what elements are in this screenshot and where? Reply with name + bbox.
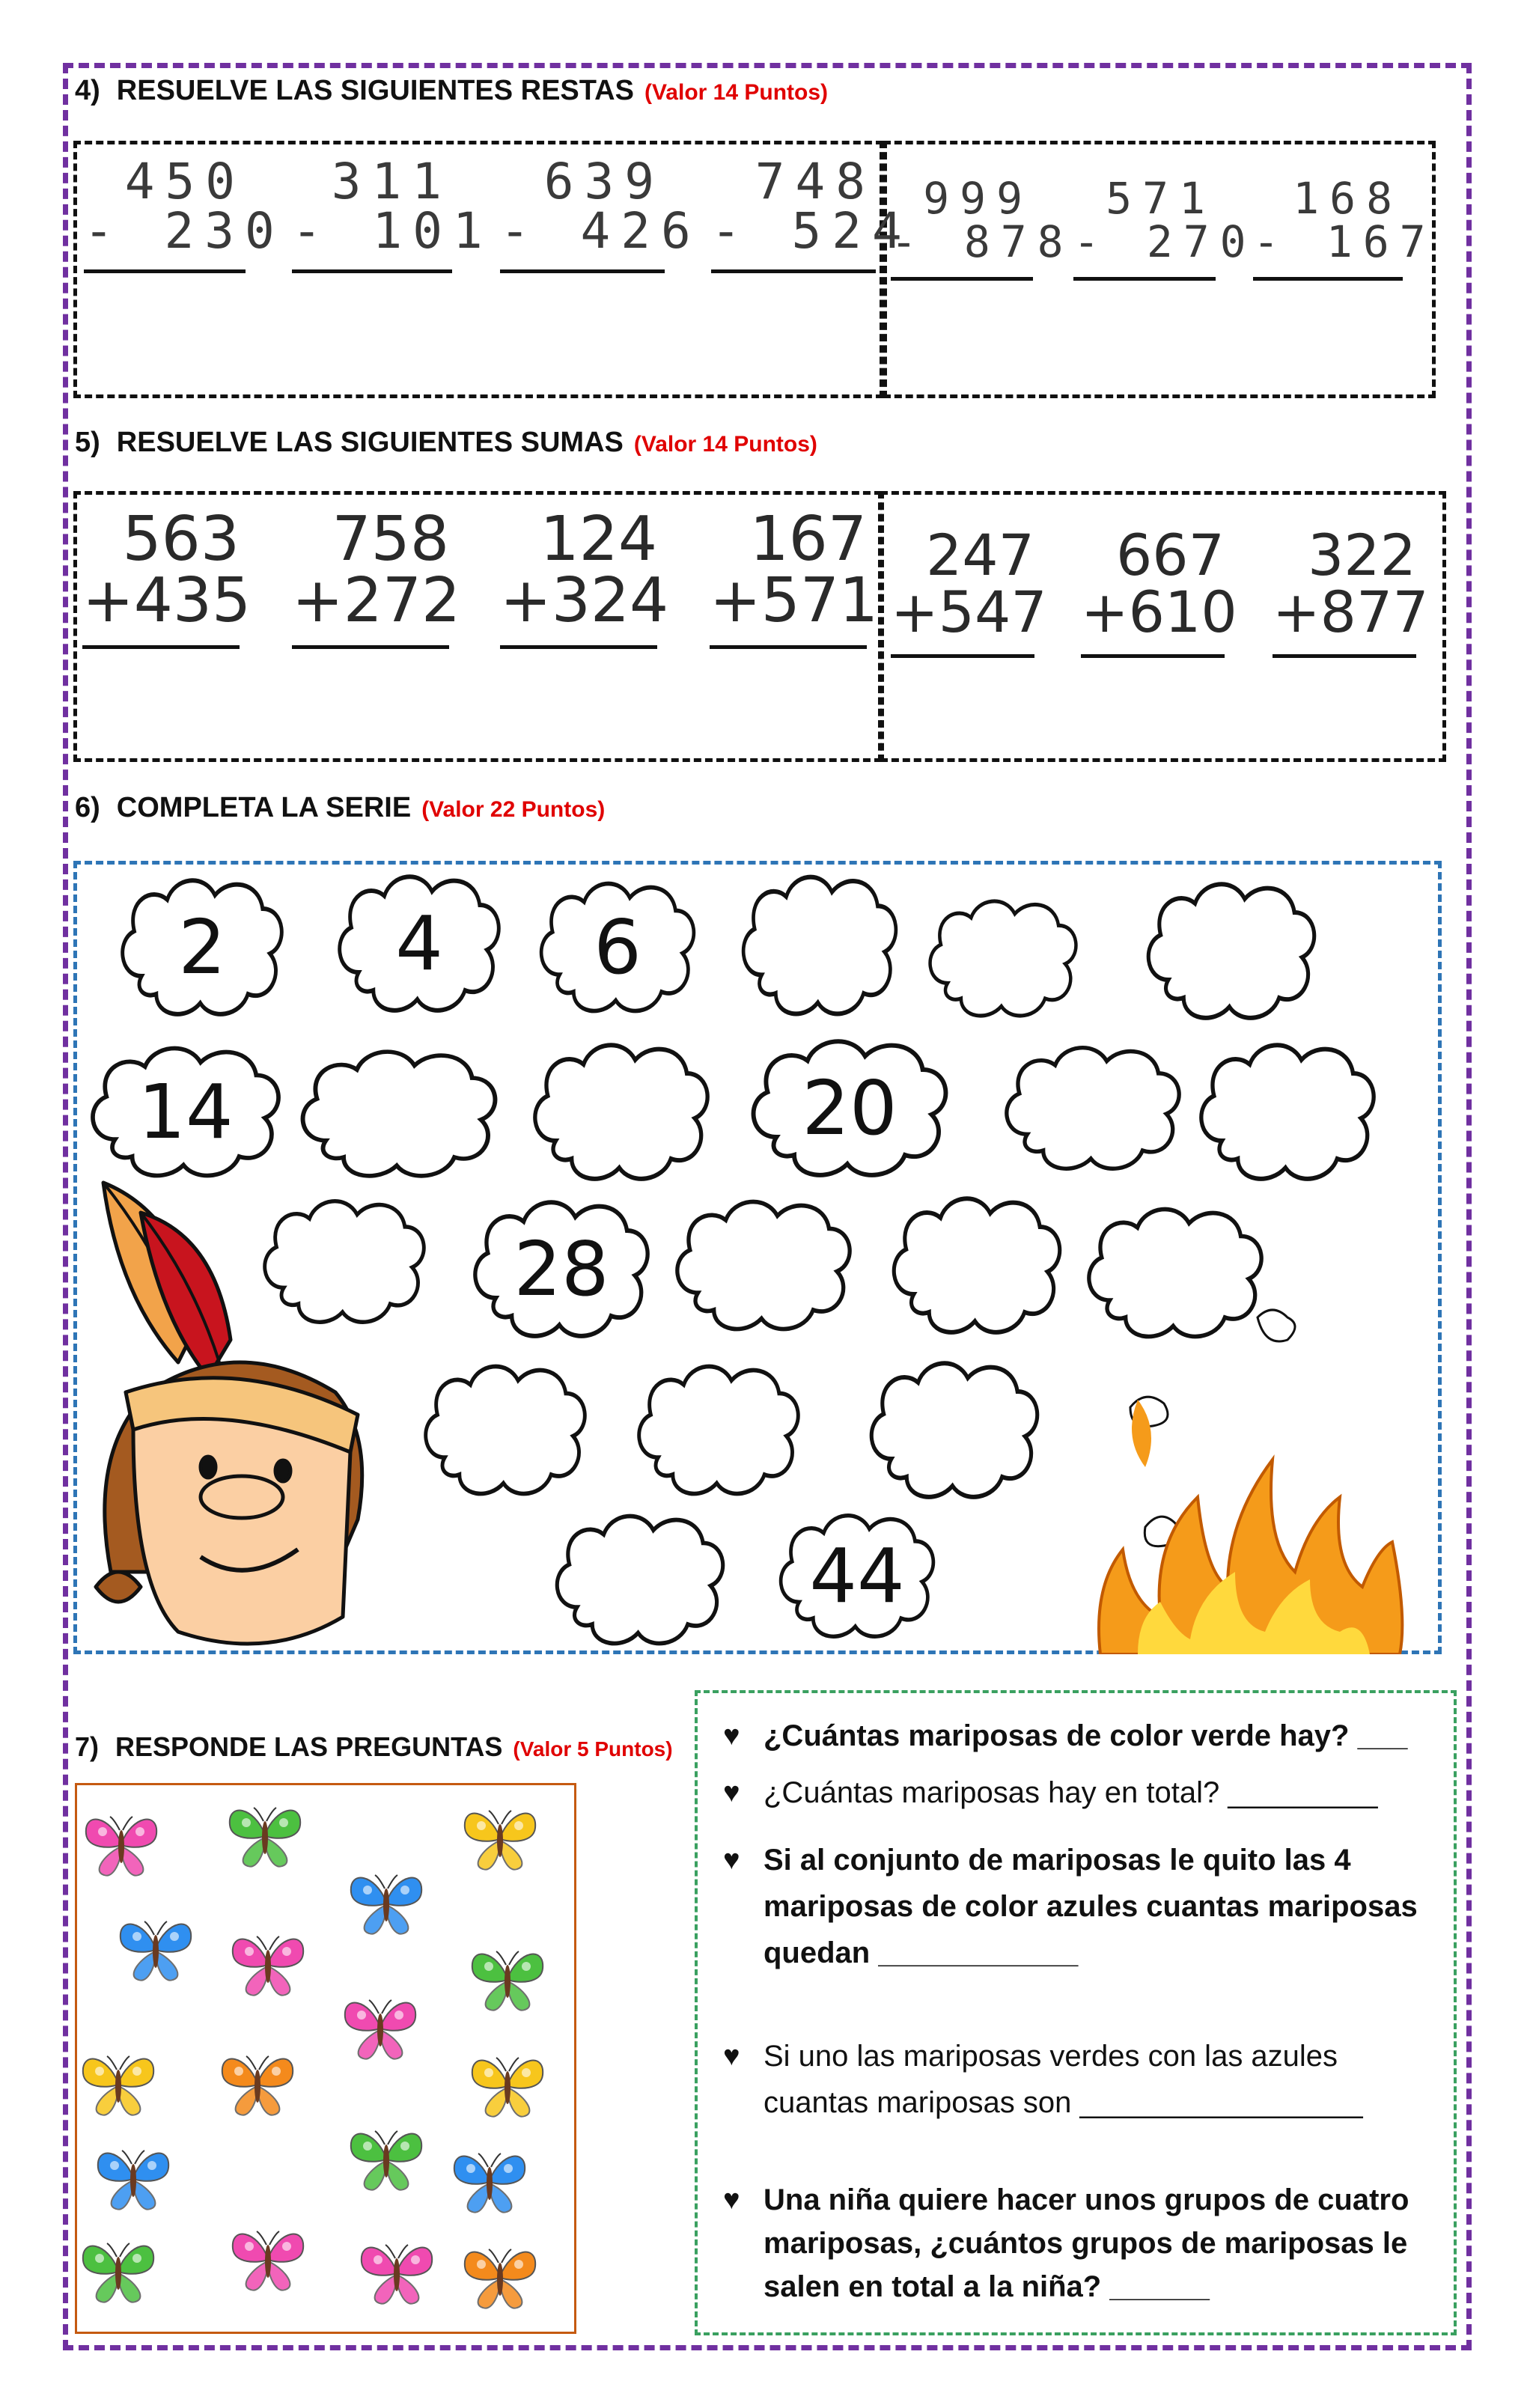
subtraction-problem [1073,173,1257,315]
section-6-title [75,792,605,824]
heart-bullet-icon: ♥ [723,1844,740,1876]
minuend: 450 [124,153,246,210]
orange-butterfly-icon [216,2047,299,2122]
heart-bullet-icon: ♥ [723,2040,740,2072]
blue-butterfly-icon [92,2142,174,2216]
answer-space[interactable] [292,273,452,313]
heart-bullet-icon: ♥ [723,1720,740,1752]
answer-space[interactable] [891,281,1033,315]
addition-problem [710,504,879,698]
subtrahend: - 230 [84,202,285,260]
section-value: (Valor 5 Puntos) [513,1737,673,1761]
series-cloud[interactable] [415,1355,595,1505]
addition-problem [1081,522,1237,704]
blue-butterfly-icon [448,2145,531,2219]
question-2 [723,1770,1427,1816]
series-number [1190,1033,1385,1190]
subtraction-problem [1253,173,1436,315]
series-number [921,891,1085,1025]
question-text: ¿Cuántas mariposas hay en total? _________ [764,1776,1378,1809]
series-number [1138,872,1325,1029]
series-number: 4 [395,899,443,987]
orange-butterfly-icon [459,2240,541,2315]
minuend: 571 [1106,173,1216,224]
series-cloud[interactable] [996,1037,1190,1179]
series-cloud[interactable] [290,1040,508,1186]
series-number: 6 [594,903,641,991]
subtraction-problem [891,173,1074,315]
section-number: 6) [75,792,100,823]
series-number [883,1186,1070,1344]
section-number: 5) [75,427,100,458]
series-number: 44 [809,1531,905,1620]
green-butterfly-icon [224,1799,306,1874]
subtrahend: +272 [292,565,461,636]
question-4 [723,2033,1427,2126]
blue-butterfly-icon [345,1866,427,1941]
question-1 [723,1713,1427,1759]
section-title-text: RESUELVE LAS SIGUIENTES SUMAS [116,427,624,458]
pink-butterfly-icon [80,1808,162,1883]
answer-space[interactable] [500,649,657,698]
answer-space[interactable] [1081,658,1225,704]
answer-space[interactable] [1273,658,1416,704]
subtrahend: +547 [891,579,1047,645]
series-cloud[interactable] [734,865,906,1025]
series-cloud[interactable] [921,891,1085,1025]
series-number [415,1355,595,1505]
minuend: 563 [122,504,240,575]
series-number [546,1505,734,1654]
series-cloud [531,872,704,1022]
section-7-title [75,1731,673,1763]
addition-problem [82,504,252,698]
addition-problem [500,504,669,698]
subtrahend: +610 [1081,579,1237,645]
minuend: 247 [925,522,1034,588]
subtraction-problem [711,153,912,313]
section-value: (Valor 14 Puntos) [644,80,829,105]
series-cloud[interactable] [629,1355,808,1505]
minuend: 748 [755,153,876,210]
series-number [629,1355,808,1505]
minuend: 322 [1307,522,1416,588]
heart-bullet-icon: ♥ [723,1777,740,1808]
answer-space[interactable] [711,273,876,313]
subtrahend: - 101 [292,202,493,260]
yellow-butterfly-icon [459,1802,541,1877]
fire-illustration [1093,1302,1407,1654]
series-number [861,1351,1048,1508]
series-number [290,1040,508,1186]
section-number: 7) [75,1731,100,1762]
question-text: Una niña quiere hacer unos grupos de cuatro mariposas, ¿cuántos grupos de mariposas le salen en total a la niña? ______ [764,2183,1409,2303]
answer-space[interactable] [710,649,867,698]
minuend: 168 [1293,173,1403,224]
question-3 [723,1837,1427,1976]
questions-box [695,1690,1457,2335]
section-4-title [75,75,828,107]
subtrahend: - 524 [711,202,912,260]
series-number [666,1190,861,1340]
subtrahend: - 426 [500,202,701,260]
series-cloud [741,1029,958,1186]
green-butterfly-icon [77,2234,159,2309]
section-title-text: RESPONDE LAS PREGUNTAS [115,1731,503,1762]
answer-space[interactable] [1073,281,1216,315]
answer-space[interactable] [84,273,246,313]
subtrahend: +324 [500,565,669,636]
addition-problem [292,504,461,698]
subtrahend: +877 [1273,579,1429,645]
answer-space[interactable] [500,273,665,313]
series-number [996,1037,1190,1179]
series-number [524,1033,719,1190]
series-cloud[interactable] [883,1186,1070,1344]
subtraction-problem [84,153,285,313]
heart-bullet-icon: ♥ [723,2184,740,2216]
subtraction-problem [292,153,493,313]
series-number: 28 [513,1225,609,1313]
answer-space[interactable] [82,649,240,698]
subtrahend: +435 [82,565,252,636]
section-value: (Valor 14 Puntos) [633,432,817,457]
butterfly-picture [75,1783,576,2334]
addition-problem [891,522,1047,704]
series-cloud[interactable] [666,1190,861,1340]
subtraction-problem [500,153,701,313]
subtrahend: - 167 [1253,216,1436,267]
pink-butterfly-icon [227,1927,309,2002]
series-cloud [329,865,509,1022]
blue-butterfly-icon [115,1912,197,1987]
section-title-text: COMPLETA LA SERIE [116,792,412,823]
series-number [734,865,906,1025]
pink-butterfly-icon [356,2236,438,2311]
section-value: (Valor 22 Puntos) [421,797,606,822]
answer-space[interactable] [891,658,1034,704]
green-butterfly-icon [345,2122,427,2197]
series-cloud [771,1505,943,1647]
minuend: 124 [540,504,657,575]
subtrahend: - 878 [891,216,1074,267]
series-cloud[interactable] [546,1505,734,1654]
answer-space[interactable] [1253,281,1403,315]
pink-butterfly-icon [227,2222,309,2297]
section-title-text: RESUELVE LAS SIGUIENTES RESTAS [116,75,634,106]
series-cloud [81,1037,290,1186]
minuend: 999 [923,173,1033,224]
yellow-butterfly-icon [77,2047,159,2122]
question-text: ¿Cuántas mariposas de color verde hay? ___ [764,1719,1408,1752]
series-cloud[interactable] [861,1351,1048,1508]
series-number: 2 [178,903,226,991]
minuend: 311 [331,153,452,210]
question-5 [723,2178,1427,2308]
minuend: 758 [332,504,449,575]
section-number: 4) [75,75,100,106]
pink-butterfly-icon [339,1991,421,2066]
question-text: Si uno las mariposas verdes con las azules cuantas mariposas son _________________ [764,2040,1363,2119]
addition-problem [1273,522,1429,704]
series-cloud [112,868,292,1025]
series-number: 20 [802,1064,897,1152]
answer-space[interactable] [292,649,449,698]
section-5-title [75,427,817,459]
yellow-butterfly-icon [466,2049,549,2124]
series-number: 14 [138,1067,234,1156]
green-butterfly-icon [466,1942,549,2017]
series-cloud[interactable] [524,1033,719,1190]
subtrahend: +571 [710,565,879,636]
question-text: Si al conjunto de mariposas le quito las 4 mariposas de color azules cuantas mariposas quedan ____________ [764,1844,1418,1969]
minuend: 639 [543,153,665,210]
indian-boy-illustration [88,1168,380,1647]
minuend: 167 [749,504,867,575]
subtrahend: - 270 [1073,216,1257,267]
minuend: 667 [1115,522,1225,588]
series-cloud [464,1190,659,1347]
series-cloud[interactable] [1190,1033,1385,1190]
series-cloud[interactable] [1138,872,1325,1029]
